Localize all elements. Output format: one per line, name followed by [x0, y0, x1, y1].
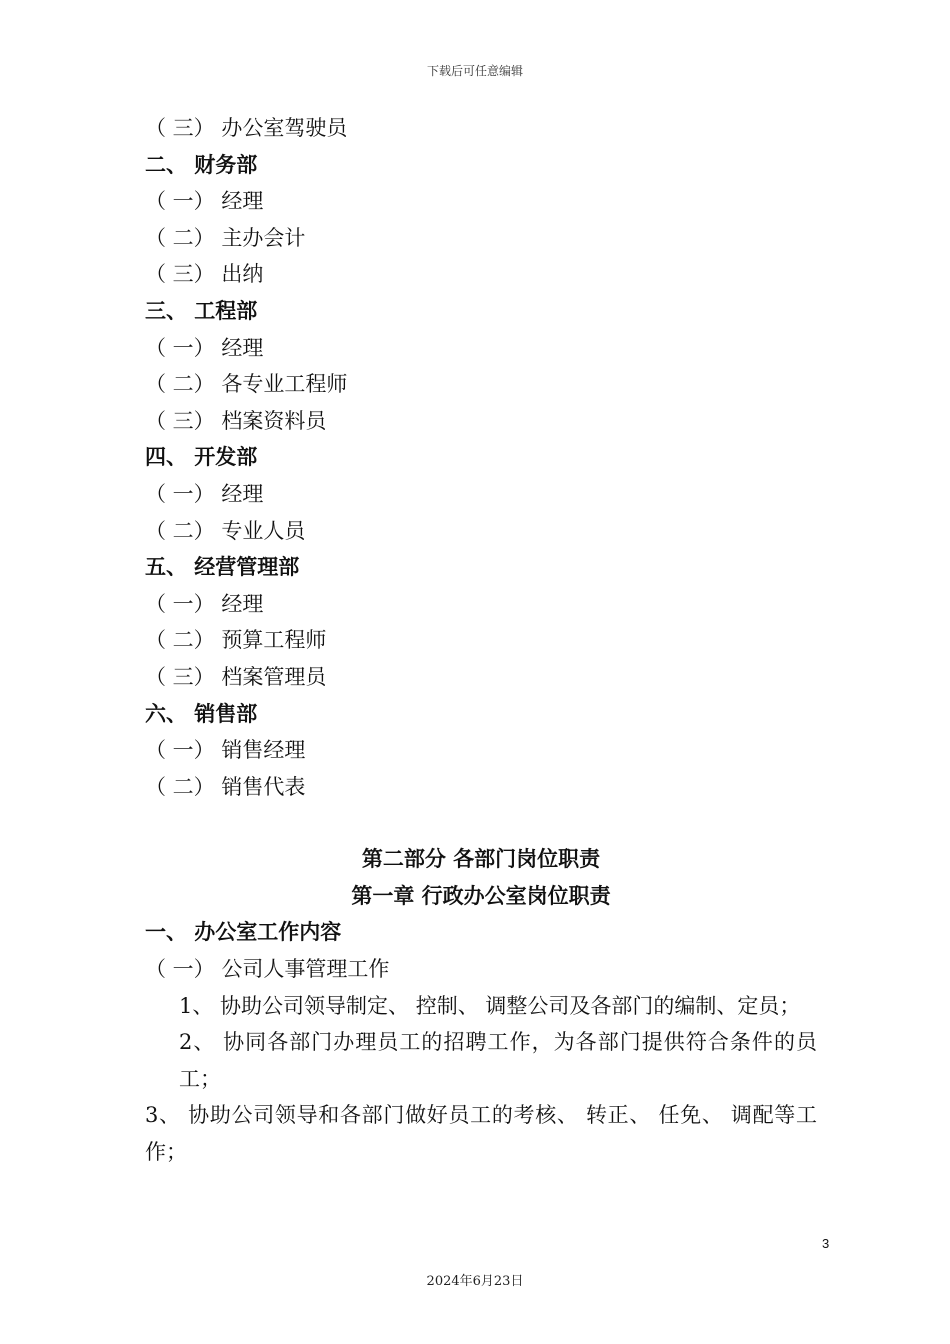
department-heading: 三、 工程部	[145, 298, 258, 323]
position-item: （ 一） 经理	[145, 591, 264, 616]
item-number: 2、	[179, 1030, 216, 1055]
position-item: （ 三） 出纳	[145, 262, 264, 287]
position-item: （ 一） 经理	[145, 189, 264, 214]
position-item: （ 二） 专业人员	[145, 518, 306, 543]
item-text: 协助公司领导制定、 控制、 调整公司及各部门的编制、定员；	[213, 993, 801, 1018]
position-item: （ 二） 主办会计	[145, 225, 306, 250]
position-item: （ 二） 各专业工程师	[145, 372, 348, 397]
department-heading: 五、 经营管理部	[145, 555, 300, 580]
page-header: 下载后可任意编辑	[426, 64, 523, 78]
position-item: （ 一） 销售经理	[145, 738, 306, 763]
position-item: （ 二） 销售代表	[145, 774, 306, 799]
duty-item	[145, 1097, 817, 1170]
part-title: 第二部分 各部门岗位职责	[361, 847, 601, 872]
item-text: 协同各部门办理员工的招聘工作，为各部门提供符合条件的员工；	[179, 1030, 817, 1091]
page-number: 3	[822, 1236, 830, 1251]
department-heading: 四、 开发部	[145, 445, 258, 470]
item-text: 协助公司领导和各部门做好员工的考核、 转正、 任免、 调配等工作；	[145, 1103, 817, 1165]
position-item: （ 三） 档案资料员	[145, 408, 327, 433]
duty-item	[145, 988, 817, 1025]
position-item: （ 三） 档案管理员	[145, 664, 327, 689]
chapter-title: 第一章 行政办公室岗位职责	[351, 883, 611, 908]
spacer	[145, 805, 817, 841]
position-item: （ 一） 经理	[145, 335, 264, 360]
footer-date: 2024年6月23日	[426, 1274, 524, 1289]
document-body	[145, 110, 817, 1171]
position-item: （ 三） 办公室驾驶员	[145, 116, 348, 140]
section-heading: 一、 办公室工作内容	[145, 920, 342, 945]
department-heading: 二、 财务部	[145, 152, 258, 177]
department-list	[145, 110, 817, 805]
position-item: （ 二） 预算工程师	[145, 628, 327, 653]
item-list	[145, 988, 817, 1171]
subsection-heading: （ 一） 公司人事管理工作	[145, 957, 390, 982]
position-item: （ 一） 经理	[145, 481, 264, 506]
duty-item	[145, 1024, 817, 1097]
item-number: 1、	[179, 993, 214, 1018]
item-number: 3、	[145, 1103, 181, 1128]
department-heading: 六、 销售部	[145, 701, 258, 726]
